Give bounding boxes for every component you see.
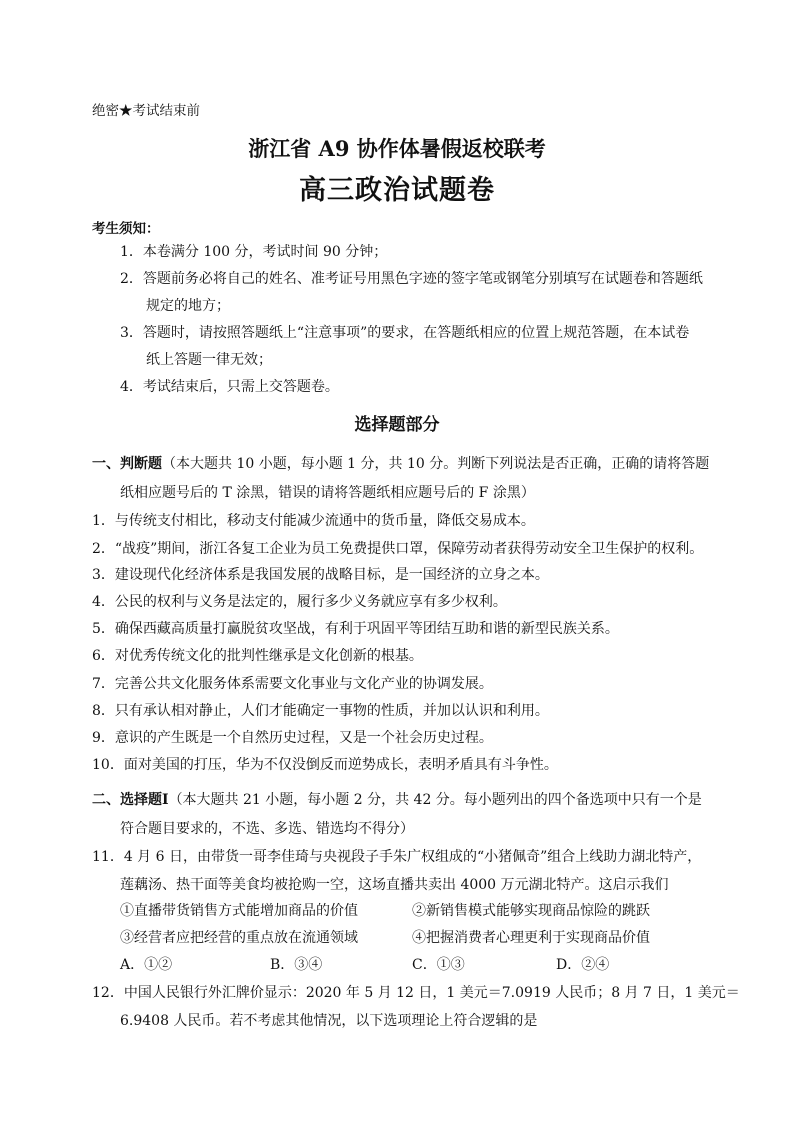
q11-choice-c: C．①③ <box>412 957 465 973</box>
question-item: 10．面对美国的打压，华为不仅没倒反而逆势成长，表明矛盾具有斗争性。 <box>92 757 558 773</box>
part1-description: （本大题共 10 小题，每小题 1 分，共 10 分。判断下列说法是否正确，正确的请将答题 <box>162 456 710 472</box>
question-12-stem: 12．中国人民银行外汇牌价显示：2020 年 5 月 12 日，1 美元＝7.0919 人民币；8 月 7 日，1 美元＝ <box>92 985 740 1001</box>
question-12-stem-continued: 6.9408 人民币。若不考虑其他情况，以下选项理论上符合逻辑的是 <box>120 1013 538 1029</box>
q11-statement-3: ③经营者应把经营的重点放在流通领域 <box>120 930 358 946</box>
q11-statement-4: ④把握消费者心理更利于实现商品价值 <box>412 930 650 946</box>
q11-choice-d: D．②④ <box>556 957 610 973</box>
section-title: 选择题部分 <box>354 415 440 435</box>
exam-subtitle: 高三政治试题卷 <box>299 175 495 206</box>
exam-title: 浙江省 A9 协作体暑假返校联考 <box>248 136 546 161</box>
part2-label: 二、选择题Ⅰ <box>92 792 169 808</box>
part1-label: 一、判断题 <box>92 456 162 472</box>
notice-item-continued: 规定的地方； <box>146 298 230 314</box>
notice-heading: 考生须知： <box>92 221 160 237</box>
q11-statement-1: ①直播带货销售方式能增加商品的价值 <box>120 903 358 919</box>
part2-header <box>92 791 702 809</box>
part2-description: （本大题共 21 小题，每小题 2 分，共 42 分。每小题列出的四个备选项中只有一个是 <box>168 792 702 808</box>
q11-choice-b: B．③④ <box>270 957 323 973</box>
question-11-stem: 11．4 月 6 日，由带货一哥李佳琦与央视段子手朱广权组成的“小猪佩奇”组合上线助力湖北特产， <box>92 849 702 865</box>
notice-item: 4．考试结束后，只需上交答题卷。 <box>120 379 339 395</box>
question-item: 1．与传统支付相比，移动支付能减少流通中的货币量，降低交易成本。 <box>92 513 535 529</box>
notice-item-continued: 纸上答题一律无效； <box>146 352 272 368</box>
confidential-label: 绝密★考试结束前 <box>92 103 200 119</box>
question-item: 2．“战疫”期间，浙江各复工企业为员工免费提供口罩，保障劳动者获得劳动安全卫生保护的权利。 <box>92 541 704 557</box>
part1-header <box>92 455 709 473</box>
question-item: 7．完善公共文化服务体系需要文化事业与文化产业的协调发展。 <box>92 676 493 692</box>
question-11-stem-continued: 莲藕汤、热干面等美食均被抢购一空，这场直播共卖出 4000 万元湖北特产。这启示我们 <box>120 877 669 893</box>
question-item: 6．对优秀传统文化的批判性继承是文化创新的根基。 <box>92 648 423 664</box>
question-item: 8．只有承认相对静止，人们才能确定一事物的性质，并加以认识和利用。 <box>92 703 549 719</box>
part2-description-continued: 符合题目要求的，不选、多选、错选均不得分） <box>120 821 414 837</box>
q11-statement-2: ②新销售模式能够实现商品惊险的跳跃 <box>412 903 650 919</box>
q11-choice-a: A．①② <box>120 957 173 973</box>
question-item: 3．建设现代化经济体系是我国发展的战略目标，是一国经济的立身之本。 <box>92 567 549 583</box>
notice-item: 2．答题前务必将自己的姓名、准考证号用黑色字迹的签字笔或钢笔分别填写在试题卷和答题纸 <box>120 271 703 287</box>
question-item: 9．意识的产生既是一个自然历史过程，又是一个社会历史过程。 <box>92 730 493 746</box>
question-item: 4．公民的权利与义务是法定的，履行多少义务就应享有多少权利。 <box>92 594 507 610</box>
notice-item: 1．本卷满分 100 分，考试时间 90 分钟； <box>120 244 388 260</box>
question-item: 5．确保西藏高质量打赢脱贫攻坚战，有利于巩固平等团结互助和谐的新型民族关系。 <box>92 621 619 637</box>
notice-item: 3．答题时，请按照答题纸上“注意事项”的要求，在答题纸相应的位置上规范答题，在本试卷 <box>120 325 690 341</box>
part1-description-continued: 纸相应题号后的 T 涂黑，错误的请将答题纸相应题号后的 F 涂黑） <box>120 485 535 501</box>
